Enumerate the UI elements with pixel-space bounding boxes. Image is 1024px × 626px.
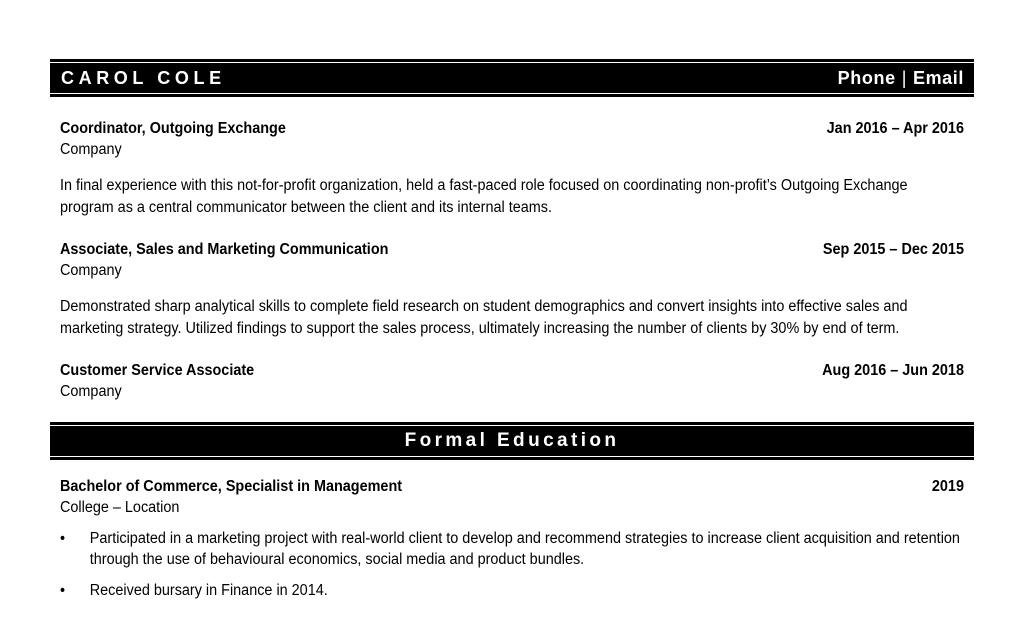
graduation-year: 2019	[931, 478, 964, 495]
section-heading: Formal Education	[404, 430, 620, 451]
education-section-bar	[50, 422, 974, 460]
company-name: Company	[60, 262, 122, 279]
job-title: Coordinator, Outgoing Exchange	[60, 120, 286, 137]
contact-separator: |	[901, 68, 907, 88]
job-title: Associate, Sales and Marketing Communication	[60, 241, 389, 258]
experience-entry	[60, 239, 964, 281]
job-dates: Sep 2015 – Dec 2015	[822, 241, 964, 258]
email-label: Email	[912, 68, 964, 88]
company-name: Company	[60, 383, 122, 400]
job-description: In final experience with this not-for-profit organization, held a fast-paced role focused on coordinating non-profit’s Outgoing Exchange program as a central communicator between the client and its internal teams.	[60, 177, 908, 216]
job-title: Customer Service Associate	[60, 362, 255, 379]
experience-entry	[60, 118, 964, 160]
job-description: Demonstrated sharp analytical skills to complete field research on student demographics and convert insights into effective sales and marketing strategy. Utilized findings to support the sales process, ultimately increasing the number of clients by 30% by end of term.	[60, 298, 908, 337]
company-name: Company	[60, 141, 122, 158]
degree-title: Bachelor of Commerce, Specialist in Management	[60, 478, 403, 495]
bullet-text: Received bursary in Finance in 2014.	[89, 582, 328, 599]
bullet-icon: •	[60, 582, 66, 599]
bullet-text: Participated in a marketing project with real-world client to develop and recommend strategies to increase client acquisition and retention through the use of behavioural economics, social media and product bundles.	[89, 530, 960, 568]
header-bar	[50, 59, 974, 97]
school-location: College – Location	[60, 499, 180, 516]
job-dates: Aug 2016 – Jun 2018	[822, 362, 964, 379]
phone-label: Phone	[837, 68, 896, 88]
job-dates: Jan 2016 – Apr 2016	[826, 120, 964, 137]
experience-entry	[60, 360, 964, 402]
candidate-name: CAROL COLE	[61, 68, 226, 88]
bullet-icon: •	[60, 530, 66, 547]
education-entry	[60, 476, 964, 518]
contact-info	[838, 68, 964, 88]
